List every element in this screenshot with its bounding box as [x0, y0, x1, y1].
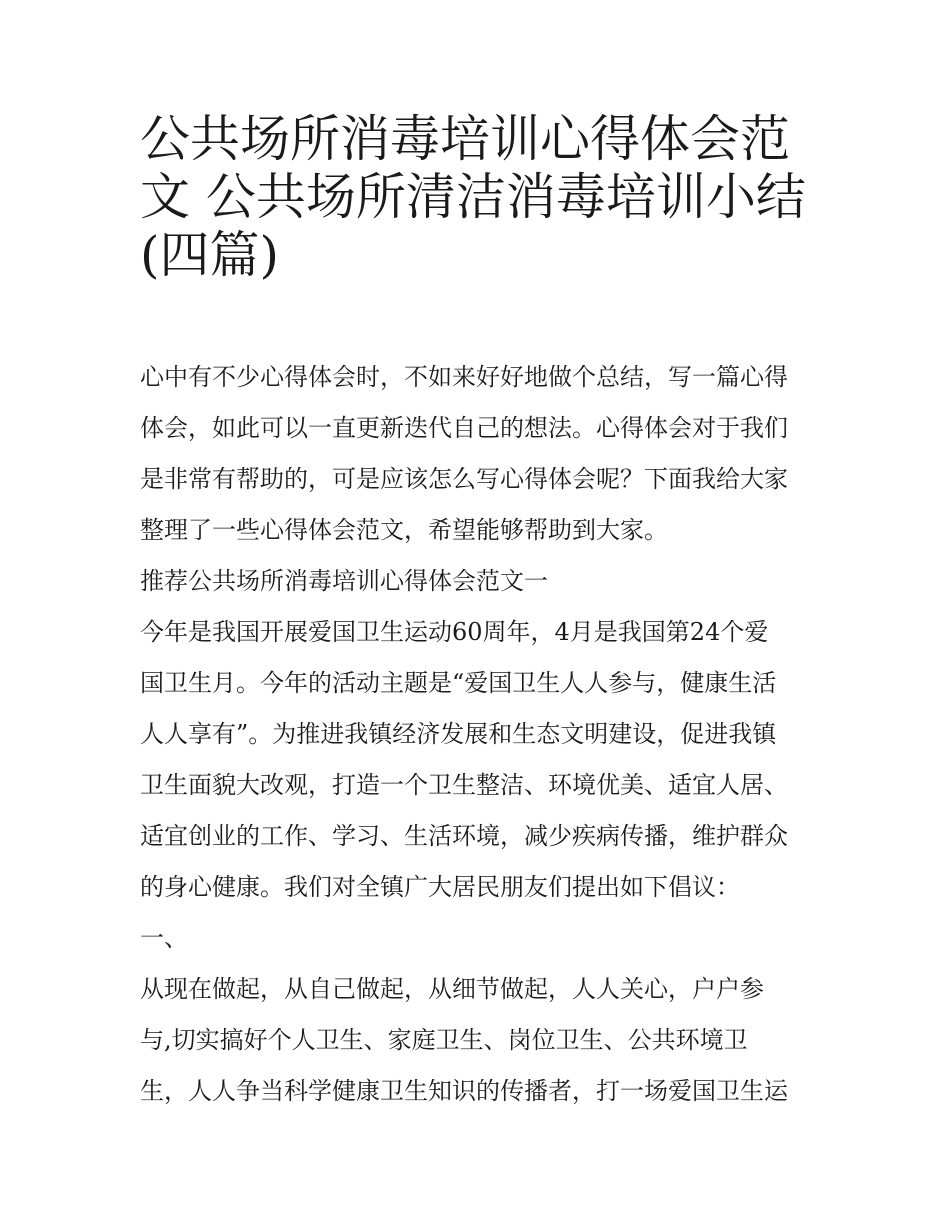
- body-line-14: 与,切实搞好个人卫生、家庭卫生、岗位卫生、公共环境卫: [140, 1026, 748, 1054]
- body-line-1: 心中有不少心得体会时，不如来好好地做个总结，写一篇心得: [140, 363, 788, 391]
- title-line-2: 文 公共场所清洁消毒培训小结: [140, 168, 806, 226]
- body-line-2: 体会，如此可以一直更新迭代自己的想法。心得体会对于我们: [140, 414, 788, 442]
- body-line-6: 今年是我国开展爱国卫生运动60周年，4月是我国第24个爱: [140, 618, 769, 646]
- title-line-3: (四篇): [140, 226, 280, 284]
- section-heading: 推荐公共场所消毒培训心得体会范文一: [140, 567, 548, 595]
- body-line-13: 从现在做起，从自己做起，从细节做起，人人关心，户户参: [140, 975, 764, 1003]
- document-title: [140, 110, 830, 284]
- body-line-3: 是非常有帮助的，可是应该怎么写心得体会呢？下面我给大家: [140, 465, 788, 493]
- body-line-8: 人人享有”。为推进我镇经济发展和生态文明建设，促进我镇: [140, 720, 777, 748]
- body-line-10: 适宜创业的工作、学习、生活环境，减少疾病传播，维护群众: [140, 822, 788, 850]
- body-line-15: 生，人人争当科学健康卫生知识的传播者，打一场爱国卫生运: [140, 1077, 788, 1105]
- body-line-11: 的身心健康。我们对全镇广大居民朋友们提出如下倡议：: [140, 873, 740, 901]
- body-line-7: 国卫生月。今年的活动主题是“爱国卫生人人参与，健康生活: [140, 669, 777, 697]
- title-line-1: 公共场所消毒培训心得体会范: [140, 110, 790, 168]
- list-marker: 一、: [140, 924, 188, 952]
- body-line-4: 整理了一些心得体会范文，希望能够帮助到大家。: [140, 516, 668, 544]
- document-body: [140, 352, 820, 1117]
- body-line-9: 卫生面貌大改观，打造一个卫生整洁、环境优美、适宜人居、: [140, 771, 788, 799]
